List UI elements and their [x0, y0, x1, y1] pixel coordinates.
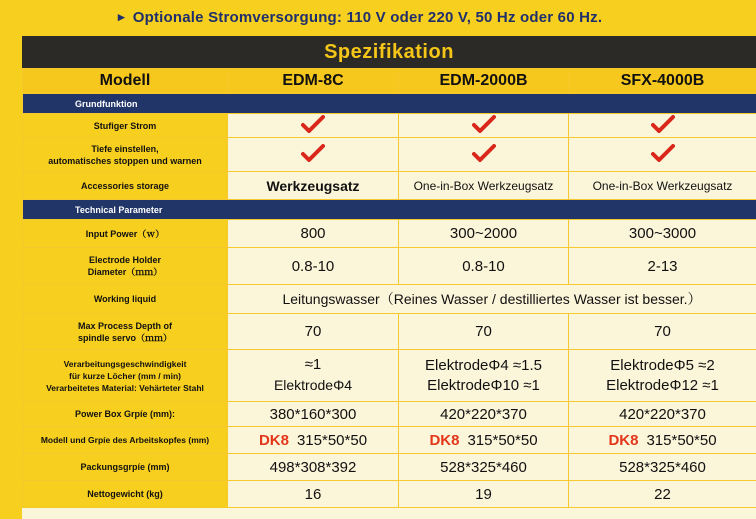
cell-value: Werkzeugsatz — [228, 172, 399, 200]
cell-value: 19 — [399, 481, 569, 508]
table-row — [23, 138, 756, 172]
cell-line: ElektrodeΦ10 ≈1 — [427, 376, 540, 394]
cell-line: ElektrodeΦ4 ≈1.5 — [425, 356, 542, 374]
row-label — [23, 248, 228, 285]
section-label: Grundfunktion — [23, 94, 756, 114]
cell-line: 315*50*50 — [646, 431, 717, 449]
cell-value: 2-13 — [569, 248, 756, 285]
cell-line: 315*50*50 — [467, 431, 538, 449]
cell-value: 0.8-10 — [399, 248, 569, 285]
cell-value: 300~2000 — [399, 220, 569, 248]
table-row — [23, 454, 756, 481]
table-row — [23, 172, 756, 200]
cell-line: ElektrodeΦ12 ≈1 — [606, 376, 719, 394]
table-row — [23, 285, 756, 314]
table-row — [23, 248, 756, 285]
cell-value: 0.8-10 — [228, 248, 399, 285]
row-label: Working liquid — [23, 285, 228, 314]
red-checkmark-icon — [301, 115, 325, 133]
table-row — [23, 114, 756, 138]
check-cell — [569, 114, 756, 138]
power-supply-note — [118, 6, 602, 28]
header-sfx-4000b: SFX-4000B — [569, 69, 756, 94]
red-checkmark-icon — [651, 115, 675, 133]
table-row — [23, 220, 756, 248]
section-label: Technical Parameter — [23, 200, 756, 220]
cell-value: Leitungswasser（Reines Wasser / destilliertes Wasser ist besser.） — [228, 285, 756, 314]
cell-line: 315*50*50 — [296, 431, 368, 449]
row-label: Input Power（ｗ） — [23, 220, 228, 248]
check-cell — [399, 114, 569, 138]
cell-value: 420*220*370 — [399, 402, 569, 427]
table-row — [23, 427, 756, 454]
section-technical-parameter — [23, 200, 756, 220]
red-checkmark-icon — [651, 144, 675, 162]
dk8-prefix: DK8 — [608, 431, 639, 449]
red-checkmark-icon — [472, 144, 496, 162]
cell-value: 22 — [569, 481, 756, 508]
row-label-line: Tiefe einstellen, — [91, 143, 159, 154]
cell-value — [569, 427, 756, 454]
table-row — [23, 481, 756, 508]
section-basic-function — [23, 94, 756, 114]
row-label: Packungsgrpíe (mm) — [23, 454, 228, 481]
row-label: Power Box Grpíe (mm): — [23, 402, 228, 427]
row-label — [23, 314, 228, 350]
row-label: Modell und Grpíe des Arbeitskopfes (mm) — [23, 427, 228, 454]
cell-value: 498*308*392 — [228, 454, 399, 481]
table-row — [23, 402, 756, 427]
row-label: Nettogewicht (kg) — [23, 481, 228, 508]
specification-table-panel — [22, 36, 756, 519]
row-label-line: für kurze Löcher (mm / min) — [69, 370, 181, 381]
cell-value: 800 — [228, 220, 399, 248]
dk8-prefix: DK8 — [258, 431, 289, 449]
cell-value: 380*160*300 — [228, 402, 399, 427]
cell-value: 528*325*460 — [569, 454, 756, 481]
cell-line: ElektrodeΦ4 — [273, 377, 353, 393]
row-label-line: automatisches stoppen und warnen — [48, 155, 202, 166]
table-title: Spezifikation — [324, 40, 454, 63]
header-edm-8c: EDM-8C — [228, 69, 399, 94]
cell-line: ≈1 — [304, 356, 322, 373]
header-row — [23, 69, 756, 94]
cell-value: One-in-Box Werkzeugsatz — [399, 172, 569, 200]
table-title-bar — [22, 36, 756, 68]
table-row — [23, 314, 756, 350]
check-cell — [228, 114, 399, 138]
cell-value — [399, 350, 569, 402]
red-checkmark-icon — [472, 115, 496, 133]
specification-table — [22, 68, 756, 508]
cell-value: 16 — [228, 481, 399, 508]
cell-value: 70 — [228, 314, 399, 350]
row-label: Stufiger Strom — [23, 114, 228, 138]
power-supply-text: Optionale Stromversorgung: 110 V oder 220 V, 50 Hz oder 60 Hz. — [132, 8, 603, 26]
cell-value — [228, 427, 399, 454]
row-label — [23, 350, 228, 402]
cell-value: 70 — [399, 314, 569, 350]
cell-value: One-in-Box Werkzeugsatz — [569, 172, 756, 200]
check-cell — [569, 138, 756, 172]
row-label-line: Verarbeitungsgeschwindigkeit — [63, 358, 187, 369]
cell-line: ElektrodeΦ5 ≈2 — [610, 356, 715, 374]
check-cell — [399, 138, 569, 172]
row-label-line: spindle servo（ｍｍ） — [77, 332, 173, 343]
row-label-line: Verarbeitetes Material: Vehärteter Stahl — [46, 382, 204, 393]
check-cell — [228, 138, 399, 172]
header-edm-2000b: EDM-2000B — [399, 69, 569, 94]
cell-value: 300~3000 — [569, 220, 756, 248]
row-label: Accessories storage — [23, 172, 228, 200]
row-label-line: Max Process Depth of — [77, 320, 173, 331]
cell-value — [569, 350, 756, 402]
row-label-line: Diameter（ｍｍ） — [87, 267, 163, 277]
header-model: Modell — [23, 69, 228, 94]
bullet-arrow-icon: ▸ — [118, 9, 125, 24]
red-checkmark-icon — [301, 144, 325, 162]
cell-value — [228, 350, 399, 402]
cell-value: 420*220*370 — [569, 402, 756, 427]
cell-value — [399, 427, 569, 454]
cell-value: 528*325*460 — [399, 454, 569, 481]
row-label — [23, 138, 228, 172]
cell-value: 70 — [569, 314, 756, 350]
table-row — [23, 350, 756, 402]
dk8-prefix: DK8 — [429, 431, 460, 449]
row-label-line: Electrode Holder — [88, 255, 162, 265]
